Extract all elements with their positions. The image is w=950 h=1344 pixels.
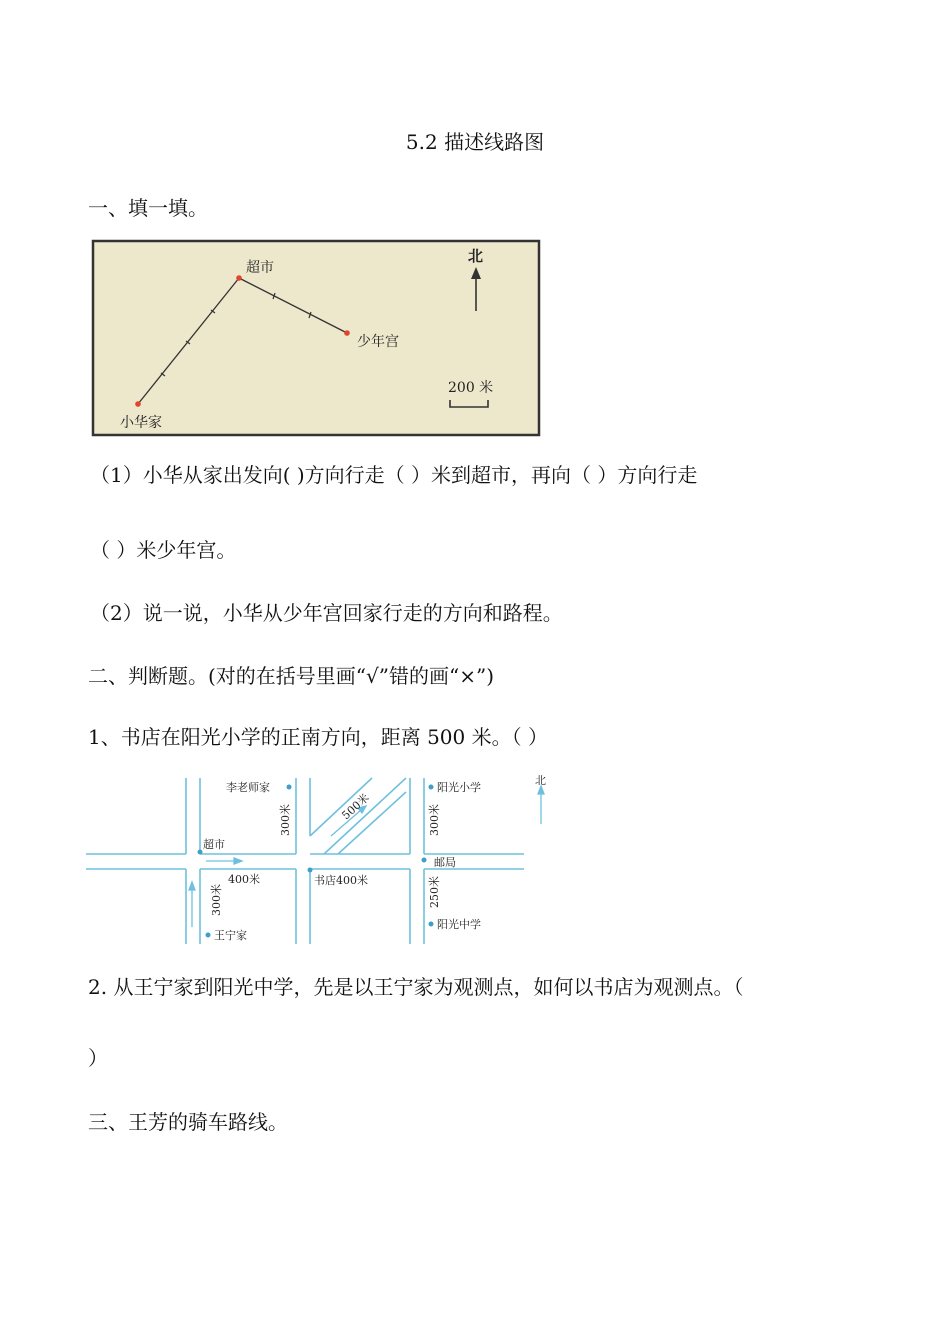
scale-label: 200 米	[448, 380, 494, 396]
s2-q1: 1、书店在阳光小学的正南方向，距离 500 米。（ ）	[88, 725, 548, 749]
section1-heading: 一、填一填。	[88, 196, 208, 220]
street-map-figure	[86, 772, 556, 948]
section3-heading: 三、王芳的骑车路线。	[88, 1110, 288, 1134]
label-middle-school: 阳光中学	[437, 918, 481, 931]
arrow-up-icon	[189, 882, 195, 890]
label-post-office: 邮局	[434, 856, 456, 869]
label-north: 北	[468, 247, 484, 265]
s1-q1-line2: （ ）米少年宫。	[90, 538, 237, 562]
dist-300-left-bottom: 300米	[210, 884, 223, 916]
north-arrow-icon	[538, 786, 544, 794]
label-wangning: 王宁家	[214, 929, 247, 942]
home-point	[135, 401, 141, 407]
label-north: 北	[535, 774, 546, 787]
route-map-figure	[91, 239, 541, 437]
label-primary-school: 阳光小学	[437, 781, 481, 794]
youth-palace-point	[344, 330, 350, 336]
dist-400-left: 400米	[228, 873, 260, 886]
page-title: 5.2 描述线路图	[405, 130, 545, 154]
label-home: 小华家	[120, 415, 162, 431]
supermarket-point	[236, 275, 242, 281]
s2-q2-line1: 2. 从王宁家到阳光中学，先是以王宁家为观测点，如何以书店为观测点。（	[88, 975, 744, 999]
s1-q1-line1: （1）小华从家出发向( )方向行走（ ）米到超市，再向（ ）方向行走	[90, 463, 698, 487]
dist-300-right: 300米	[428, 804, 441, 836]
s2-q2-line2: ）	[88, 1046, 108, 1070]
label-teacher-li: 李老师家	[226, 781, 270, 794]
s1-q2: （2）说一说，小华从少年宫回家行走的方向和路程。	[90, 601, 563, 625]
dist-300-left-top: 300米	[279, 804, 292, 836]
label-supermarket: 超市	[203, 838, 225, 851]
dist-400-mid: 400米	[336, 874, 368, 887]
map-frame	[93, 241, 539, 435]
label-youth-palace: 少年宫	[357, 334, 399, 350]
arrow-right-icon	[234, 858, 242, 864]
section2-heading: 二、判断题。(对的在括号里画“√”错的画“×”)	[88, 664, 495, 688]
route-arrows	[189, 786, 544, 927]
label-supermarket: 超市	[246, 260, 274, 276]
label-bookstore: 书店	[314, 874, 336, 887]
dist-250-right: 250米	[428, 876, 441, 908]
dist-500-diag: 500米	[339, 791, 372, 823]
